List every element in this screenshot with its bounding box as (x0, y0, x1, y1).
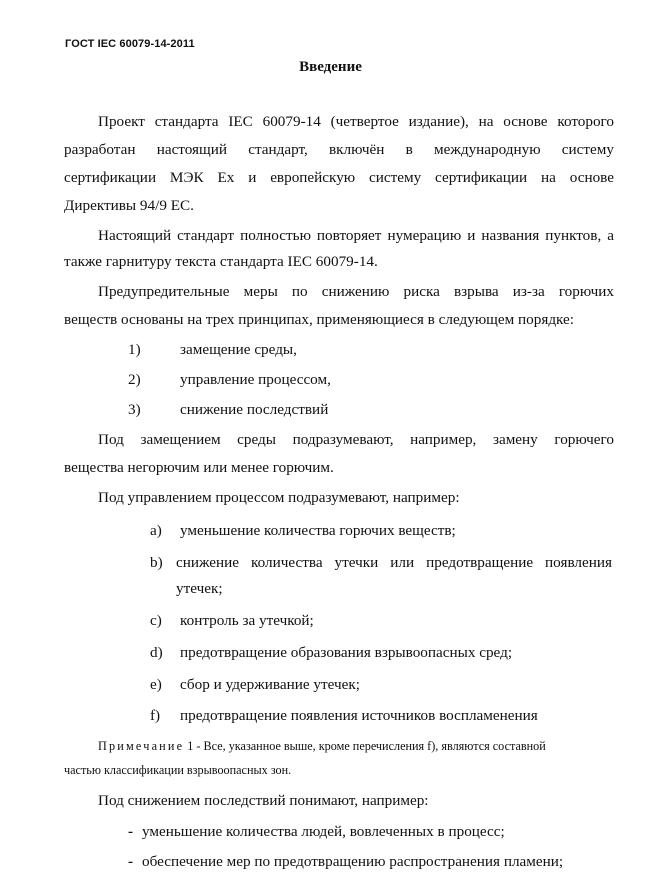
paragraph-3-line-1: Предупредительные меры по снижению риска взрыва из-за горючих (98, 283, 614, 300)
note-line-2: частью классификации взрывоопасных зон. (64, 763, 292, 777)
paragraph-6: Под снижением последствий понимают, например: (98, 792, 429, 809)
process-item-number: f) (150, 707, 161, 724)
dash-bullet: - (128, 853, 134, 870)
paragraph-3-line-2: веществ основаны на трех принципах, применяющиеся в следующем порядке: (64, 311, 575, 328)
process-item-text-continuation: утечек; (176, 580, 223, 597)
principle-number: 1) (128, 341, 141, 358)
note-text: 1 - Все, указанное выше, кроме перечисления f), являются составной (187, 739, 546, 753)
process-item-text: снижение количества утечки или предотвращение появления (176, 554, 612, 571)
consequence-item-text: обеспечение мер по предотвращению распространения пламени; (142, 853, 564, 870)
process-item-text: предотвращение образования взрывоопасных сред; (180, 644, 513, 661)
paragraph-4-line-1: Под замещением среды подразумевают, например, замену горючего (98, 431, 614, 448)
process-item-number: e) (150, 676, 162, 693)
note-label: Примечание (98, 739, 185, 753)
consequence-item-text: уменьшение количества людей, вовлеченных в процесс; (142, 823, 505, 840)
paragraph-1-line-2: разработан настоящий стандарт, включён в международную систему (64, 141, 614, 158)
section-title: Введение (299, 59, 362, 75)
paragraph-2-line-2: также гарнитуру текста стандарта IEC 60079-14. (64, 253, 378, 270)
principle-number: 3) (128, 401, 141, 418)
dash-bullet: - (128, 823, 134, 840)
process-item-text: сбор и удерживание утечек; (180, 676, 360, 693)
principle-text: управление процессом, (180, 371, 331, 388)
paragraph-5: Под управлением процессом подразумевают, например: (98, 489, 460, 506)
process-item-text: уменьшение количества горючих веществ; (180, 522, 456, 539)
process-item-number: d) (150, 644, 163, 661)
principle-text: снижение последствий (180, 401, 329, 418)
process-item-number: a) (150, 522, 162, 539)
process-item-number: c) (150, 612, 162, 629)
process-item-text: контроль за утечкой; (180, 612, 314, 629)
process-item-number: b) (150, 554, 163, 571)
paragraph-1-line-4: Директивы 94/9 ЕС. (64, 197, 194, 214)
process-item-text: предотвращение появления источников воспламенения (180, 707, 538, 724)
paragraph-1-line-3: сертификации МЭК Ех и европейскую систему сертификации на основе (64, 169, 614, 186)
paragraph-2-line-1: Настоящий стандарт полностью повторяет нумерацию и названия пунктов, а (98, 227, 614, 244)
principle-text: замещение среды, (180, 341, 297, 358)
principle-number: 2) (128, 371, 141, 388)
paragraph-1-line-1: Проект стандарта IEC 60079-14 (четвертое издание), на основе которого (98, 113, 614, 130)
paragraph-4-line-2: вещества негорючим или менее горючим. (64, 459, 334, 476)
document-code-header: ГОСТ IEC 60079-14-2011 (65, 38, 195, 50)
note-line-1 (98, 739, 546, 754)
